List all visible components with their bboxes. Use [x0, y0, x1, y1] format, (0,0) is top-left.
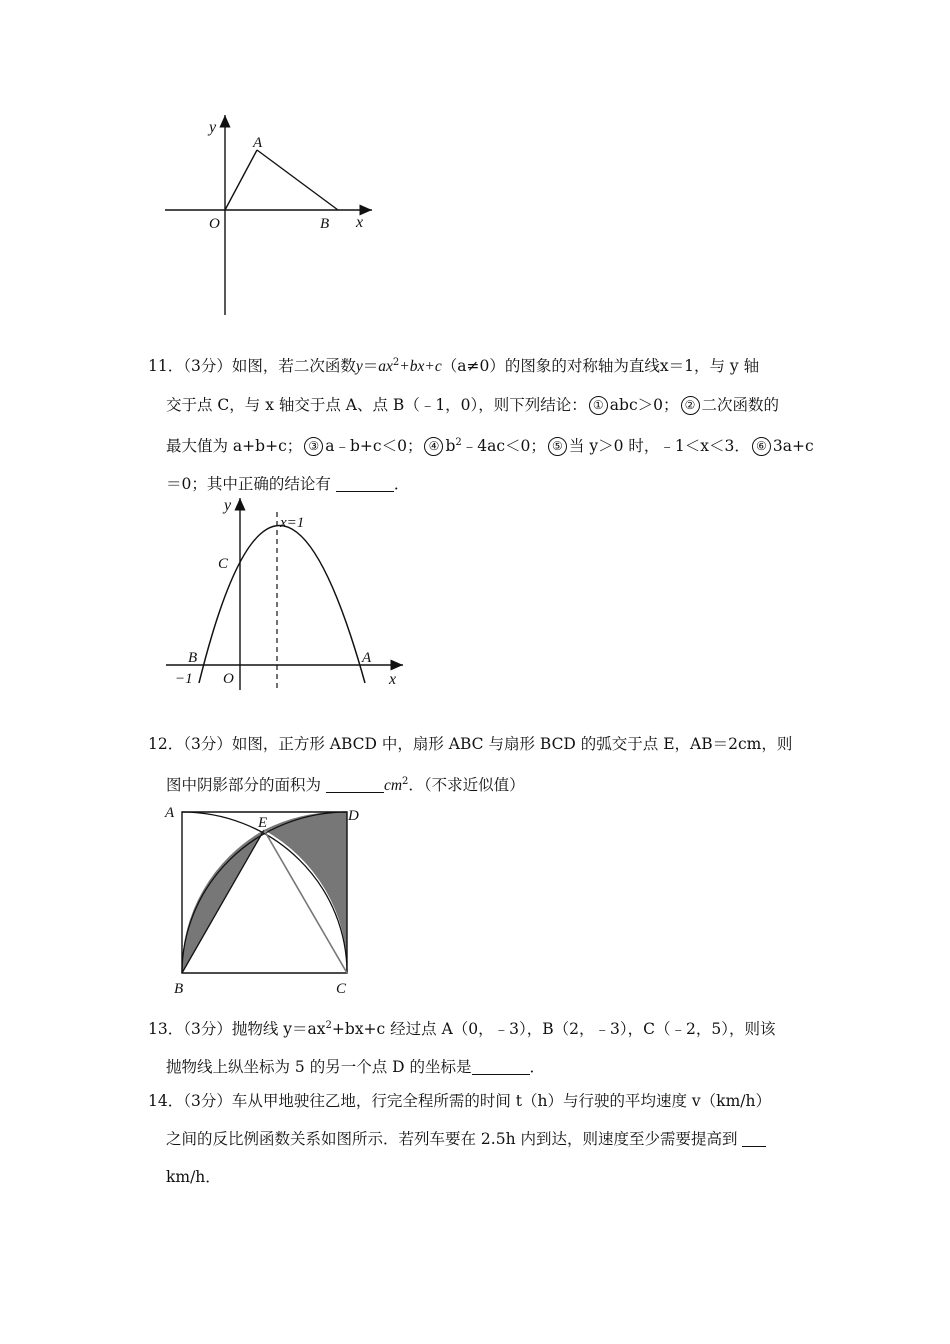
- q12-line-1: 12．（3分）如图，正方形 ABCD 中，扇形 ABC 与扇形 BCD 的弧交于点 E，AB＝2cm，则: [148, 735, 793, 753]
- q13-line-1: 13．（3分）抛物线 $y=ax^2+bx+c$ 经过点 A（0，﹣3），B（2，﹣3），C（﹣2，5），则该: [148, 1020, 776, 1039]
- label-a: A: [165, 805, 175, 821]
- label-b: B: [320, 216, 330, 232]
- question-13: [148, 1007, 828, 1086]
- answer-blank: [742, 1128, 766, 1147]
- answer-blank: [326, 774, 384, 793]
- label-a: A: [362, 650, 372, 666]
- label-y: y: [209, 119, 217, 136]
- q11-line-1: 11．（3分）如图，若二次函数$y=ax^2+bx+c(a\ne 0)$的图象的对称轴为直线x＝1，与 y 轴: [148, 357, 760, 376]
- label-b: B: [174, 981, 184, 997]
- shaded-region-right: [264, 812, 347, 973]
- label-c: C: [336, 981, 347, 997]
- q11-line-4: ＝0；其中正确的结论有 ．: [166, 475, 410, 494]
- label-x: x: [389, 671, 397, 688]
- label-minus1: −1: [175, 671, 193, 687]
- question-11: [148, 344, 828, 503]
- q14-line-1: 14．（3分）车从甲地驶往乙地，行完全程所需的时间 t（h）与行驶的平均速度 v（km/h）: [148, 1092, 771, 1110]
- figure-square-sectors: [160, 800, 370, 1000]
- q11-line-2: 交于点 C，与 x 轴交于点 A、点 B（﹣1，0），则下列结论： ① abc＞0； ② 二次函数的: [166, 396, 780, 415]
- label-b: B: [188, 650, 198, 666]
- label-d: D: [348, 808, 359, 824]
- q13-line-2: 抛物线上纵坐标为 5 的另一个点 D 的坐标是 ．: [166, 1058, 546, 1077]
- q12-line-2: 图中阴影部分的面积为 $cm^2$．（不求近似值）: [166, 776, 525, 795]
- q11-line-3: 最大值为 a+b+c； ③ a﹣b+c＜0； ④ $b^2﹣4ac<0$； ⑤ 当 y＞0 时，﹣1＜x＜3． ⑥ 3a+c: [166, 437, 814, 456]
- label-o: O: [223, 671, 234, 687]
- answer-blank: [472, 1056, 530, 1075]
- segment-ab: [257, 150, 338, 210]
- label-c: C: [218, 556, 229, 572]
- label-e: E: [258, 815, 268, 831]
- q14-line-3: km/h．: [166, 1168, 221, 1186]
- q14-line-2: 之间的反比例函数关系如图所示．若列车要在 2.5h 内到达，则速度至少需要提高到: [148, 1120, 828, 1158]
- label-o: O: [209, 216, 220, 232]
- figure-parabola: [160, 490, 415, 700]
- label-axis-eq: x=1: [280, 515, 305, 531]
- label-y: y: [224, 497, 232, 514]
- label-x: x: [356, 214, 364, 231]
- segment-oa: [225, 150, 257, 210]
- question-14: [148, 1082, 828, 1196]
- figure-triangle-oab: [160, 110, 390, 320]
- parabola-curve: [199, 526, 365, 684]
- label-a: A: [253, 135, 263, 151]
- question-12: [148, 725, 828, 805]
- segment-be: [182, 830, 264, 973]
